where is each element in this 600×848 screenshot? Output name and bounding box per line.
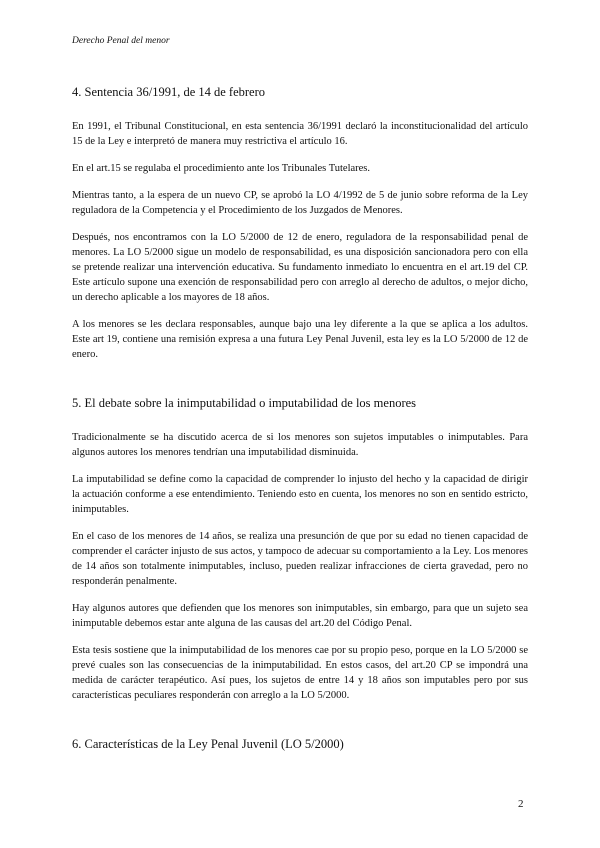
running-header: Derecho Penal del menor xyxy=(72,36,170,46)
section-6 xyxy=(72,737,528,752)
section-title: 5. El debate sobre la inimputabilidad o imputabilidad de los menores xyxy=(72,396,417,410)
paragraph: En el caso de los menores de 14 años, se realiza una presunción de que por su edad no tienen capacidad de comprender el carácter injusto de sus actos, y tampoco de adecuar su comportamiento a la Ley. Los menores de 14 años son totalmente inimputables, incluso, pueden realizar infracciones de cierta gravedad, pero no responderán penalmente. xyxy=(72,531,528,587)
page-number: 2 xyxy=(518,798,524,810)
section-4 xyxy=(72,85,528,362)
paragraph: A los menores se les declara responsables, aunque bajo una ley diferente a la que se aplica a los adultos. Este art 19, contiene una remisión expresa a una futura Ley Penal Juvenil, esta ley es la LO 5/2000 de 12 de enero. xyxy=(72,319,528,360)
paragraph: Tradicionalmente se ha discutido acerca de si los menores son sujetos imputables o inimputables. Para algunos autores los menores tendrían una imputabilidad disminuida. xyxy=(72,432,528,458)
paragraph: Mientras tanto, a la espera de un nuevo CP, se aprobó la LO 4/1992 de 5 de junio sobre reforma de la Ley reguladora de la Competencia y el Procedimiento de los Juzgados de Menores. xyxy=(72,190,528,216)
document-body xyxy=(72,85,528,771)
paragraph: Después, nos encontramos con la LO 5/2000 de 12 de enero, reguladora de la responsabilidad penal de menores. La LO 5/2000 sigue un modelo de responsabilidad, es una disposición sancionadora pero con ella se pretende realizar una intervención educativa. Su fundamento inmediato lo encuentra en el art.19 del CP. Este artículo supone una exención de responsabilidad pero con arreglo al derecho de adultos, o mejor dicho, un derecho aplicable a los mayores de 18 años. xyxy=(72,232,528,303)
section-spacer xyxy=(72,374,528,396)
paragraph: Hay algunos autores que defienden que los menores son inimputables, sin embargo, para que un sujeto sea inimputable debemos estar ante alguna de las causas del art.20 del Código Penal. xyxy=(72,603,528,629)
paragraph: La imputabilidad se define como la capacidad de comprender lo injusto del hecho y la capacidad de dirigir la actuación conforme a ese entendimiento. Teniendo esto en cuenta, los menores no son en sentido estricto, inimputables. xyxy=(72,474,528,515)
section-title: 6. Características de la Ley Penal Juvenil (LO 5/2000) xyxy=(72,737,344,751)
paragraph: Esta tesis sostiene que la inimputabilidad de los menores cae por su propio peso, porque en la LO 5/2000 se prevé cuales son las consecuencias de la inimputabilidad. En estos casos, del art.20 CP se impondrá una medida de carácter terapéutico. Así pues, los sujetos de entre 14 y 18 años son imputables pero por sus características peculiares responderán con arreglo a la LO 5/2000. xyxy=(72,645,528,701)
paragraph: En 1991, el Tribunal Constitucional, en esta sentencia 36/1991 declaró la inconstitucionalidad del artículo 15 de la Ley e interpretó de manera muy restrictiva el artículo 16. xyxy=(72,121,528,147)
section-title: 4. Sentencia 36/1991, de 14 de febrero xyxy=(72,85,265,99)
section-5 xyxy=(72,396,528,703)
paragraph: En el art.15 se regulaba el procedimiento ante los Tribunales Tutelares. xyxy=(72,163,371,174)
section-spacer xyxy=(72,715,528,737)
